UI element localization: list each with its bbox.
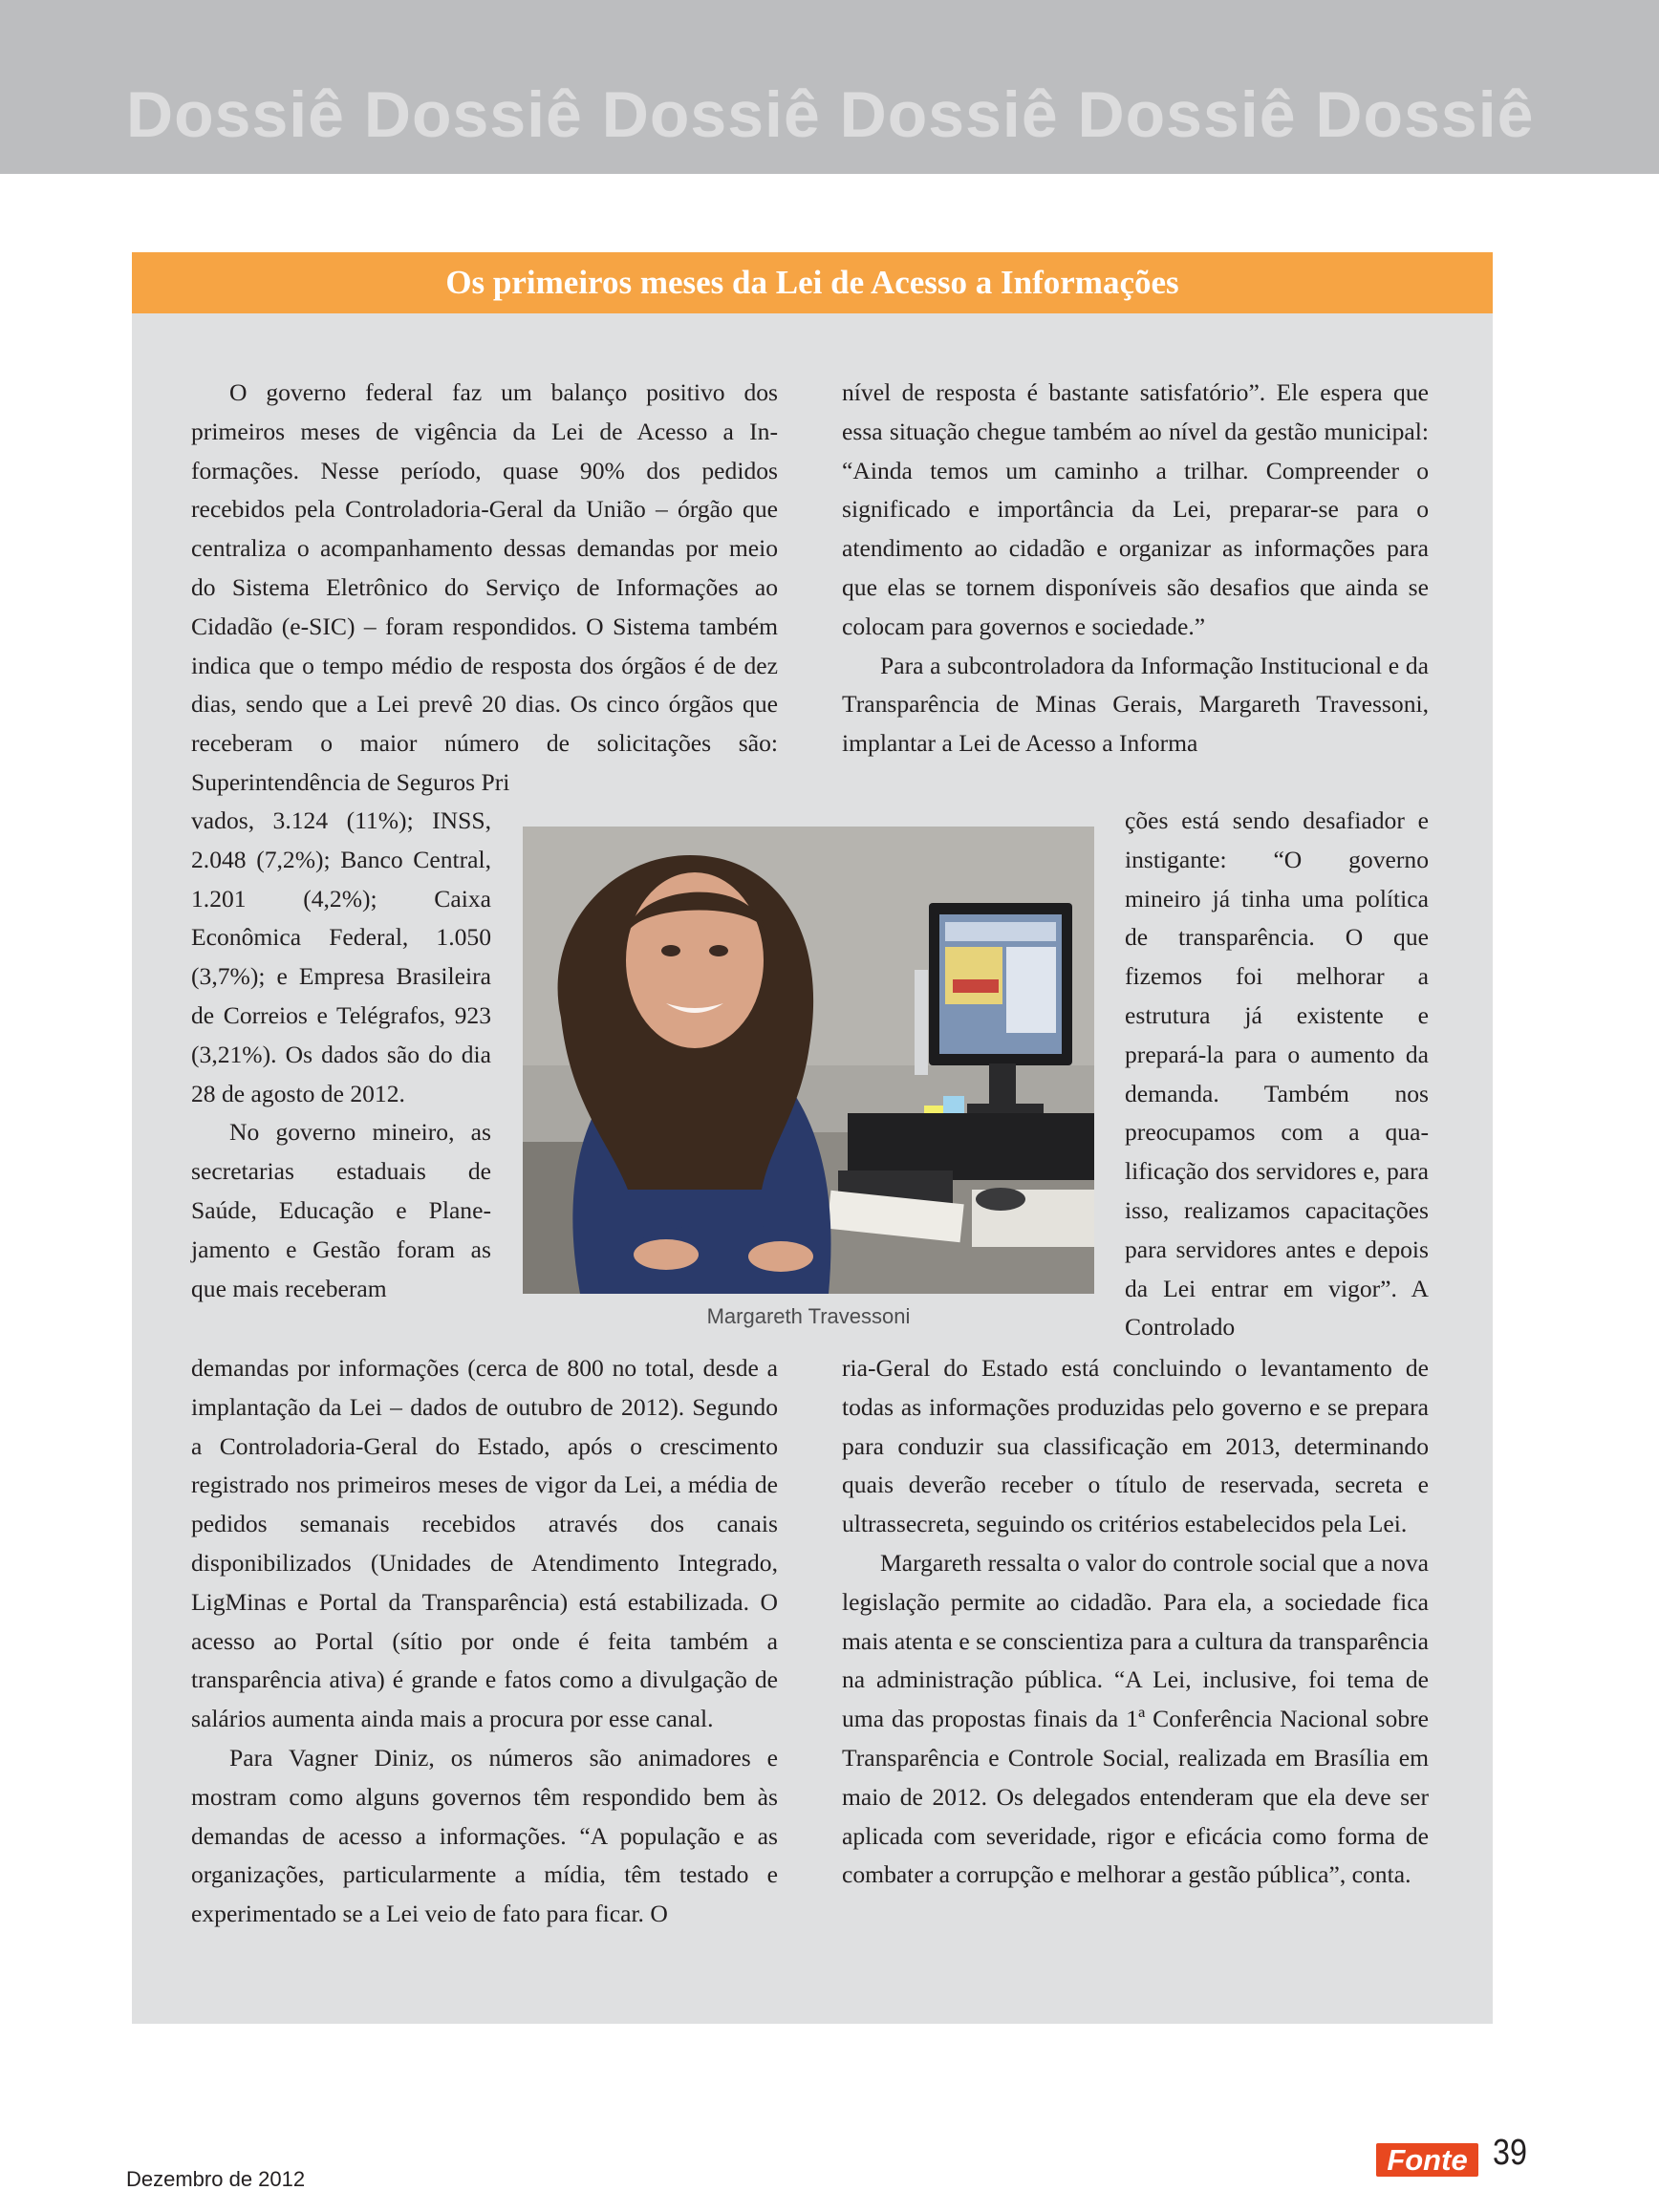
section-banner: Dossiê Dossiê Dossiê Dossiê Dossiê Dossiê: [126, 78, 1535, 151]
paragraph: Para Vagner Diniz, os números são animadores e mostram como alguns governos têm respondido bem às demandas de acesso a informações. “A população e as organizações, particularmente a mídia, têm testado e experimentado se a Lei veio de fato para ficar. O: [191, 1743, 778, 1928]
paragraph: ções está sendo desafiador e instigante: “O governo mineiro já tinha uma política de transparência. O que fizemos foi melhorar a estrutura já existente e prepará-la para o aumento da demanda. Também nos preocupamos com a qualificação dos servidores e, para isso, realizamos capacitações para servidores antes e depois da Lei entrar em vigor”. A Controlado: [1125, 806, 1429, 1342]
right-column-bottom: [842, 1349, 1429, 1895]
page-number: 39: [1493, 2133, 1527, 2173]
paragraph: Para a subcontroladora da Informação Institucional e da Transparência de Minas Gerais, Margareth Travessoni, implantar a Lei de Acesso a Informa: [842, 651, 1429, 758]
header-band: [0, 0, 1659, 174]
photo-caption: Margareth Travessoni: [706, 1304, 911, 1328]
article-title-bar: [132, 252, 1493, 313]
paragraph: nível de resposta é bastante satisfatório”. Ele espera que essa situação chegue também ao nível da gestão municipal: “Ainda temos um caminho a trilhar. Compreender o significado e importância da Lei, preparar-se para o atendimento ao cidadão e organizar as informações para que elas se tornem disponíveis são desafios que ainda se colocam para governos e sociedade.”: [842, 378, 1429, 640]
paragraph: vados, 3.124 (11%); INSS, 2.048 (7,2%); Banco Central, 1.201 (4,2%); Caixa Econômica Federal, 1.050 (3,7%); e Empresa Brasileira de Correios e Telégrafos, 923 (3,21%). Os dados são do dia 28 de agosto de 2012.: [191, 806, 491, 1107]
paragraph: No governo mineiro, as secretarias estaduais de Saúde, Educação e Planejamento e Gestão foram as que mais receberam: [191, 1118, 491, 1302]
issue-date: Dezembro de 2012: [126, 2167, 306, 2191]
right-column-top: [842, 374, 1429, 763]
paragraph: ria-Geral do Estado está concluindo o levantamento de todas as informações produzidas pelo governo e se prepara para conduzir sua classificação em 2013, determinando quais deverão receber o título de reservada, secreta e ultrassecreta, seguindo os critérios estabelecidos pela Lei.: [842, 1354, 1429, 1538]
left-column-bottom: [191, 1349, 778, 1934]
paragraph: demandas por informações (cerca de 800 no total, desde a implantação da Lei – dados de outubro de 2012). Segundo a Controladoria-Geral do Estado, após o crescimento registrado nos primeiros meses de vigor da Lei, a média de pedidos semanais recebidos através dos canais disponibilizados (Unidades de Atendimento Integrado, LigMinas e Portal da Transparência) está estabilizada. O acesso ao Portal (sítio por onde é feita também a transparência ativa) é grande e fatos como a divulgação de salários aumenta ainda mais a procura por esse canal.: [191, 1354, 778, 1733]
right-column-narrow: [1125, 802, 1429, 1347]
paragraph: Margareth ressalta o valor do controle social que a nova legislação permite ao cidadão. Para ela, a sociedade fica mais atenta e se conscientiza para a cultura da transparência na administração pública. “A Lei, inclusive, foi tema de uma das propostas finais da 1ª Conferência Nacional sobre Transparência e Controle Social, realizada em Brasília em maio de 2012. Os delegados entenderam que ela deve ser aplicada com severidade, rigor e eficácia como forma de combater a corrupção e melhorar a gestão pública”, conta.: [842, 1548, 1429, 1889]
paragraph: O governo federal faz um balanço positivo dos primeiros meses de vigência da Lei de Acesso a Informações. Nesse período, quase 90% dos pedidos recebidos pela Controladoria-Geral da União – órgão que centraliza o acompanhamento dessas demandas por meio do Sistema Eletrônico do Serviço de Informações ao Cidadão (e-SIC) – foram respondidos. O Sistema também indica que o tempo médio de resposta dos órgãos é de dez dias, sendo que a Lei prevê 20 dias. Os cinco órgãos que receberam o maior número de solicitações são: Superintendência de Seguros Pri: [191, 378, 778, 796]
left-column-narrow: [191, 802, 491, 1308]
portrait-photo: [523, 827, 1094, 1294]
article-title: Os primeiros meses da Lei de Acesso a Informações: [445, 264, 1179, 301]
left-column-top: [191, 374, 778, 803]
fonte-logo: Fonte: [1376, 2143, 1478, 2177]
